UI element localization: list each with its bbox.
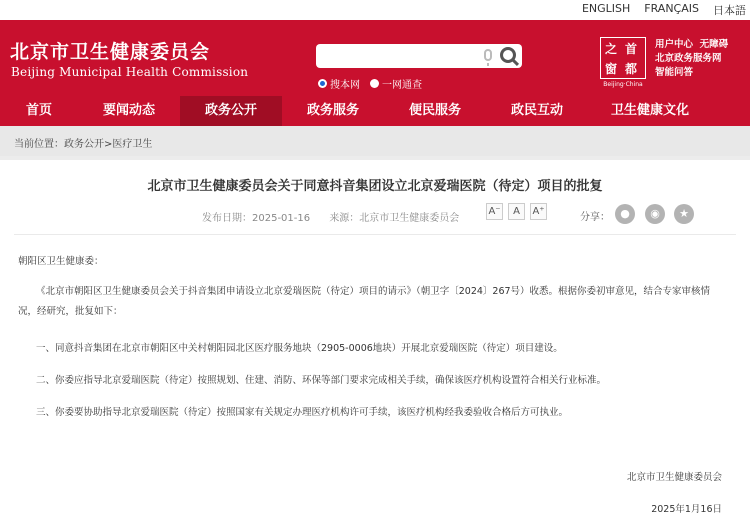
nav-item-home[interactable]: 首页 [25,103,52,118]
site-subtitle: Beijing Municipal Health Commission [11,65,249,79]
logo-caption: Beijing·China [603,81,643,88]
intro-paragraph: 《北京市朝阳区卫生健康委员会关于抖音集团申请设立北京爱瑞医院（待定）项目的请示》（朝卫字〔2024〕267号）收悉。根据你委初审意见，结合专家审核情况，经研究，批复如下： [18,286,711,317]
accessibility-link[interactable]: 无障碍 [699,39,729,50]
radio-unselected-icon[interactable] [370,79,379,88]
nav-item-public-services[interactable]: 便民服务 [408,103,461,118]
publish-date: 发布日期：2025-01-16 [202,213,311,224]
weibo-share-icon[interactable]: ◉ [645,204,665,224]
font-decrease-button[interactable]: A⁻ [486,203,503,220]
header-links [655,38,728,80]
logo-seal [600,37,646,79]
search-icon[interactable] [500,47,516,63]
logo-char-2: 都 [625,62,638,76]
article [0,160,750,521]
wechat-share-icon[interactable]: ● [615,204,635,224]
logo-char-1: 首 [625,42,638,56]
article-meta [202,209,475,224]
breadcrumb[interactable]: 当前位置：政务公开>医疗卫生 [0,126,750,156]
search-box [316,44,522,68]
item-three: 三、你委要协助指导北京爱瑞医院（待定）按照国家有关规定办理医疗机构许可手续，该医疗机构经我委验收合格后方可执业。 [36,407,569,418]
article-title: 北京市卫生健康委员会关于同意抖音集团设立北京爱瑞医院（待定）项目的批复 [147,179,603,194]
font-normal-button[interactable]: A [508,203,525,220]
radio-selected-icon[interactable] [318,79,327,88]
main-nav [0,96,750,126]
nav-item-gov-affairs[interactable]: 政务公开 [180,96,282,126]
article-source: 来源：北京市卫生健康委员会 [329,213,460,224]
smart-qa-link[interactable]: 智能问答 [655,67,694,78]
search-scope-all[interactable] [370,76,422,91]
capital-window-logo[interactable] [600,37,646,91]
logo-char-4: 窗 [605,62,618,76]
user-center-link[interactable]: 用户中心 [655,39,694,50]
lang-japanese-link[interactable]: 日本語 [713,4,746,17]
logo-char-3: 之 [605,42,618,56]
search-scope-site[interactable] [318,76,360,91]
item-two: 二、你委应指导北京爱瑞医院（待定）按照规划、住建、消防、环保等部门要求完成相关手续，确保该医疗机构设置符合相关行业标准。 [36,375,607,386]
language-bar [0,0,750,20]
sign-date: 2025年1月16日 [651,504,722,515]
nav-item-gov-services[interactable]: 政务服务 [306,103,359,118]
lang-french-link[interactable]: FRANÇAIS [644,2,699,15]
share-label: 分享： [580,212,610,223]
favorite-star-icon[interactable]: ★ [674,204,694,224]
nav-item-news[interactable]: 要闻动态 [102,103,155,118]
site-title[interactable]: 北京市卫生健康委员会 [10,41,211,63]
item-one: 一、同意抖音集团在北京市朝阳区中关村朝阳园北区医疗服务地块（2905-0006地块）开展北京爱瑞医院（待定）项目建设。 [36,343,563,354]
search-scope-all-label: 一网通查 [382,80,422,91]
microphone-icon[interactable] [484,49,492,61]
gov-service-link[interactable]: 北京政务服务网 [655,53,722,64]
font-increase-button[interactable]: A⁺ [530,203,547,220]
search-input[interactable] [322,47,472,65]
salutation: 朝阳区卫生健康委： [18,256,104,267]
lang-english-link[interactable]: ENGLISH [581,2,631,15]
site-header [0,20,750,96]
signature: 北京市卫生健康委员会 [626,472,722,483]
search-scope [318,76,432,91]
nav-item-interaction[interactable]: 政民互动 [510,103,563,118]
title-divider [14,234,736,235]
search-scope-site-label: 搜本网 [330,80,360,91]
nav-item-culture[interactable]: 卫生健康文化 [610,103,689,118]
